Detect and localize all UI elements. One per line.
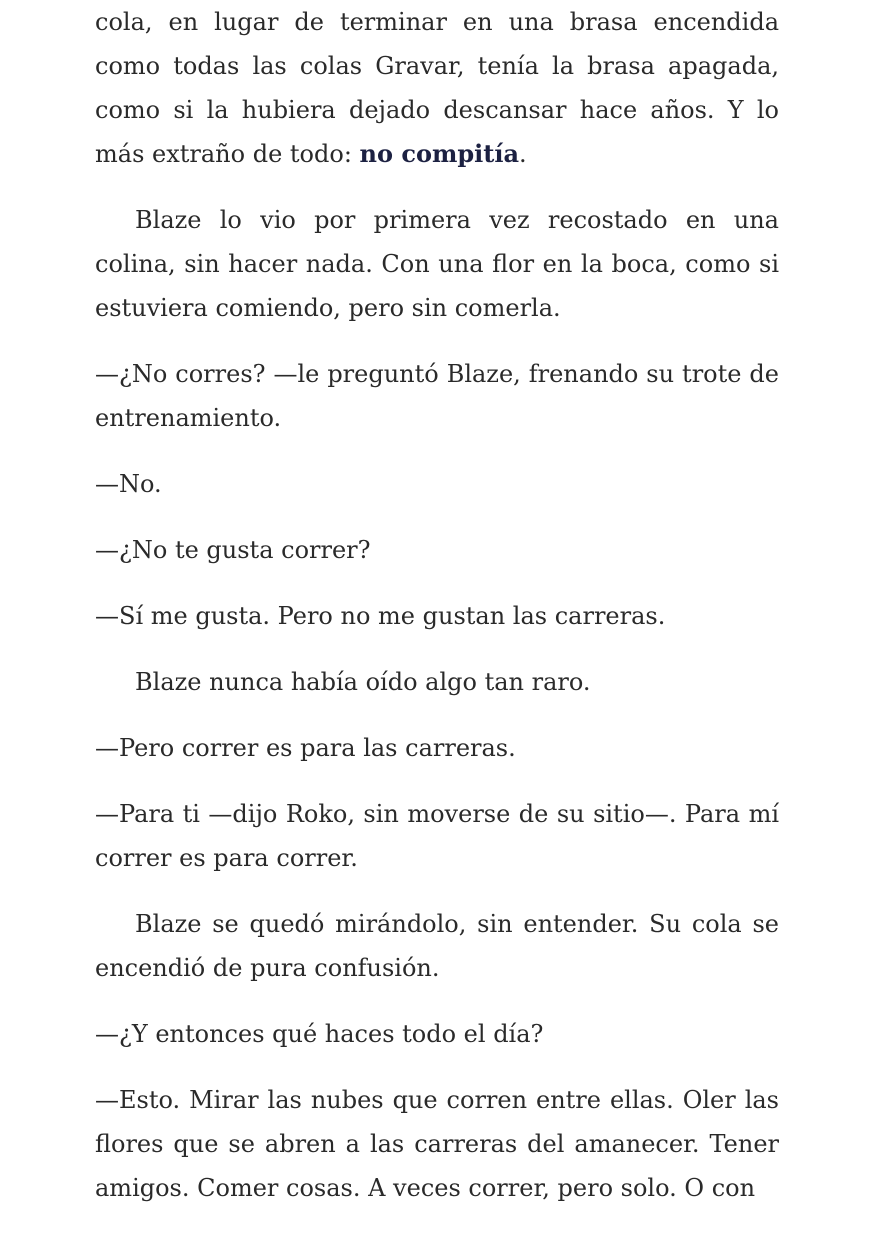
dialogue-6-text: —Para ti —dijo Roko, sin moverse de su sitio—. Para mí correr es para correr. [95, 800, 779, 872]
dialogue-5-text: —Pero correr es para las carreras. [95, 734, 516, 762]
paragraph-3 [95, 660, 779, 704]
emphasis-no-compitia: no compitía [359, 139, 520, 168]
paragraph-4 [95, 902, 779, 990]
book-page [95, 0, 779, 1210]
dialogue-1-text: —¿No corres? —le preguntó Blaze, frenando su trote de entrenamiento. [95, 360, 779, 432]
dialogue-7 [95, 1012, 779, 1056]
dialogue-4 [95, 594, 779, 638]
dialogue-5 [95, 726, 779, 770]
dialogue-3-text: —¿No te gusta correr? [95, 536, 371, 564]
paragraph-1-text: cola, en lugar de terminar en una brasa encendida como todas las colas Gravar, tenía la brasa apagada, como si la hubiera dejado descansar hace años. Y lo más extraño de todo: [95, 8, 779, 168]
dialogue-7-text: —¿Y entonces qué haces todo el día? [95, 1020, 544, 1048]
dialogue-4-text: —Sí me gusta. Pero no me gustan las carreras. [95, 602, 666, 630]
paragraph-1 [95, 0, 779, 176]
paragraph-2-text: Blaze lo vio por primera vez recostado en una colina, sin hacer nada. Con una flor en la boca, como si estuviera comiendo, pero sin comerla. [95, 206, 779, 322]
paragraph-4-text: Blaze se quedó mirándolo, sin entender. Su cola se encendió de pura confusión. [95, 910, 779, 982]
dialogue-8-text: —Esto. Mirar las nubes que corren entre ellas. Oler las flores que se abren a las carreras del amanecer. Tener amigos. Comer cosas. A veces correr, pero solo. O con [95, 1086, 779, 1202]
paragraph-1-end: . [519, 140, 527, 168]
paragraph-2 [95, 198, 779, 330]
dialogue-6 [95, 792, 779, 880]
dialogue-3 [95, 528, 779, 572]
dialogue-8 [95, 1078, 779, 1210]
paragraph-3-text: Blaze nunca había oído algo tan raro. [135, 668, 591, 696]
dialogue-2-text: —No. [95, 470, 162, 498]
dialogue-1 [95, 352, 779, 440]
dialogue-2 [95, 462, 779, 506]
